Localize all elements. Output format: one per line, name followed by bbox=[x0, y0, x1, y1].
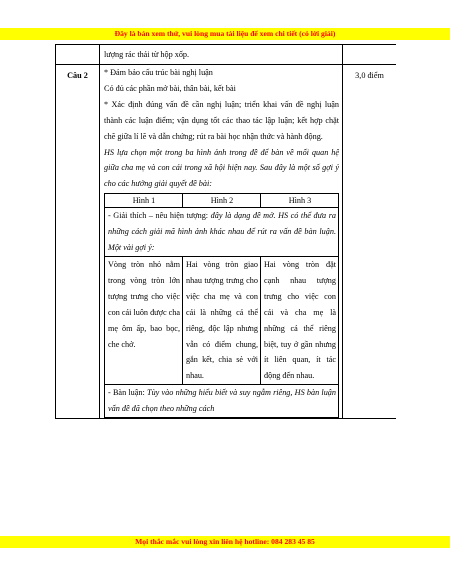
discussion-text: Tùy vào những hiểu biết và suy ngẫm riêng, HS bàn luận vấn đề đã chọn theo những cách bbox=[108, 388, 336, 414]
question-cell bbox=[56, 45, 100, 65]
table-header-row bbox=[105, 194, 339, 208]
image-1-interpretation: Vòng tròn nhỏ nằm trong vòng tròn lớn tượng trưng cho việc con cái luôn được cha mẹ ôm ấp, bao bọc, che chở. bbox=[105, 256, 183, 384]
preview-notice-banner: Đây là bản xem thử, vui lòng mua tài liệu để xem chi tiết (có lời giải) bbox=[0, 28, 450, 40]
header-image-1: Hình 1 bbox=[105, 194, 183, 208]
structure-requirement: * Đảm bảo cấu trúc bài nghị luận bbox=[104, 68, 213, 77]
table-row bbox=[105, 256, 339, 384]
discussion-lead: - Bàn luận: bbox=[108, 388, 148, 398]
explanation-lead: - Giải thích – nêu hiện tượng: bbox=[108, 211, 211, 221]
table-row bbox=[56, 65, 397, 419]
prompt-guidance: HS lựa chọn một trong ba hình ảnh trong đề để bàn về mối quan hệ giữa cha mẹ và con cái trong xã hội hiện nay. Sau đây là một số gợi ý cho các hướng giải quyết đề bài: bbox=[104, 147, 339, 189]
answer-cell bbox=[100, 65, 343, 419]
table-row bbox=[56, 45, 397, 65]
answer-table bbox=[55, 44, 396, 419]
image-2-interpretation: Hai vòng tròn giao nhau tượng trưng cho việc cha mẹ và con cái là những cá thể riêng, độc lập nhưng vẫn có điểm chung, gắn kết, chia sẻ với nhau. bbox=[183, 256, 261, 384]
answer-cell bbox=[100, 45, 343, 65]
argument-requirement: * Xác định đúng vấn đề cần nghị luận; triển khai vấn đề nghị luận thành các luận điểm; vận dụng tốt các thao tác lập luận; kết hợp chặt chẽ giữa lí lẽ và dẫn chứng; rút ra bài học nhận thức và hành động. bbox=[104, 99, 339, 141]
table-row bbox=[105, 208, 339, 257]
discussion-cell bbox=[105, 385, 339, 418]
table-row bbox=[105, 385, 339, 418]
image-3-interpretation: Hai vòng tròn đặt cạnh nhau tượng trưng cho việc con cái và cha mẹ là những cá thể riêng biệt, tuy ở gần nhưng ít liên quan, ít tác động đến nhau. bbox=[261, 256, 339, 384]
answer-text: lượng rác thải từ hộp xốp. bbox=[104, 50, 190, 59]
header-image-2: Hình 2 bbox=[183, 194, 261, 208]
structure-detail: Có đủ các phần mở bài, thân bài, kết bài bbox=[104, 83, 236, 93]
question-label: Câu 2 bbox=[56, 65, 100, 419]
image-options-table bbox=[104, 193, 339, 418]
score-value: 3,0 điểm bbox=[343, 65, 397, 419]
answer-sheet bbox=[55, 44, 396, 534]
explanation-cell bbox=[105, 208, 339, 257]
explanation-text: đây là dạng đề mở. HS có thể đưa ra những cách giải mã hình ảnh khác nhau để rút ra vấn đề bàn luận. Một vài gợi ý: bbox=[108, 211, 336, 253]
header-image-3: Hình 3 bbox=[261, 194, 339, 208]
hotline-banner: Mọi thắc mắc vui lòng xin liên hệ hotline: 084 283 45 85 bbox=[0, 536, 450, 548]
score-cell bbox=[343, 45, 397, 65]
